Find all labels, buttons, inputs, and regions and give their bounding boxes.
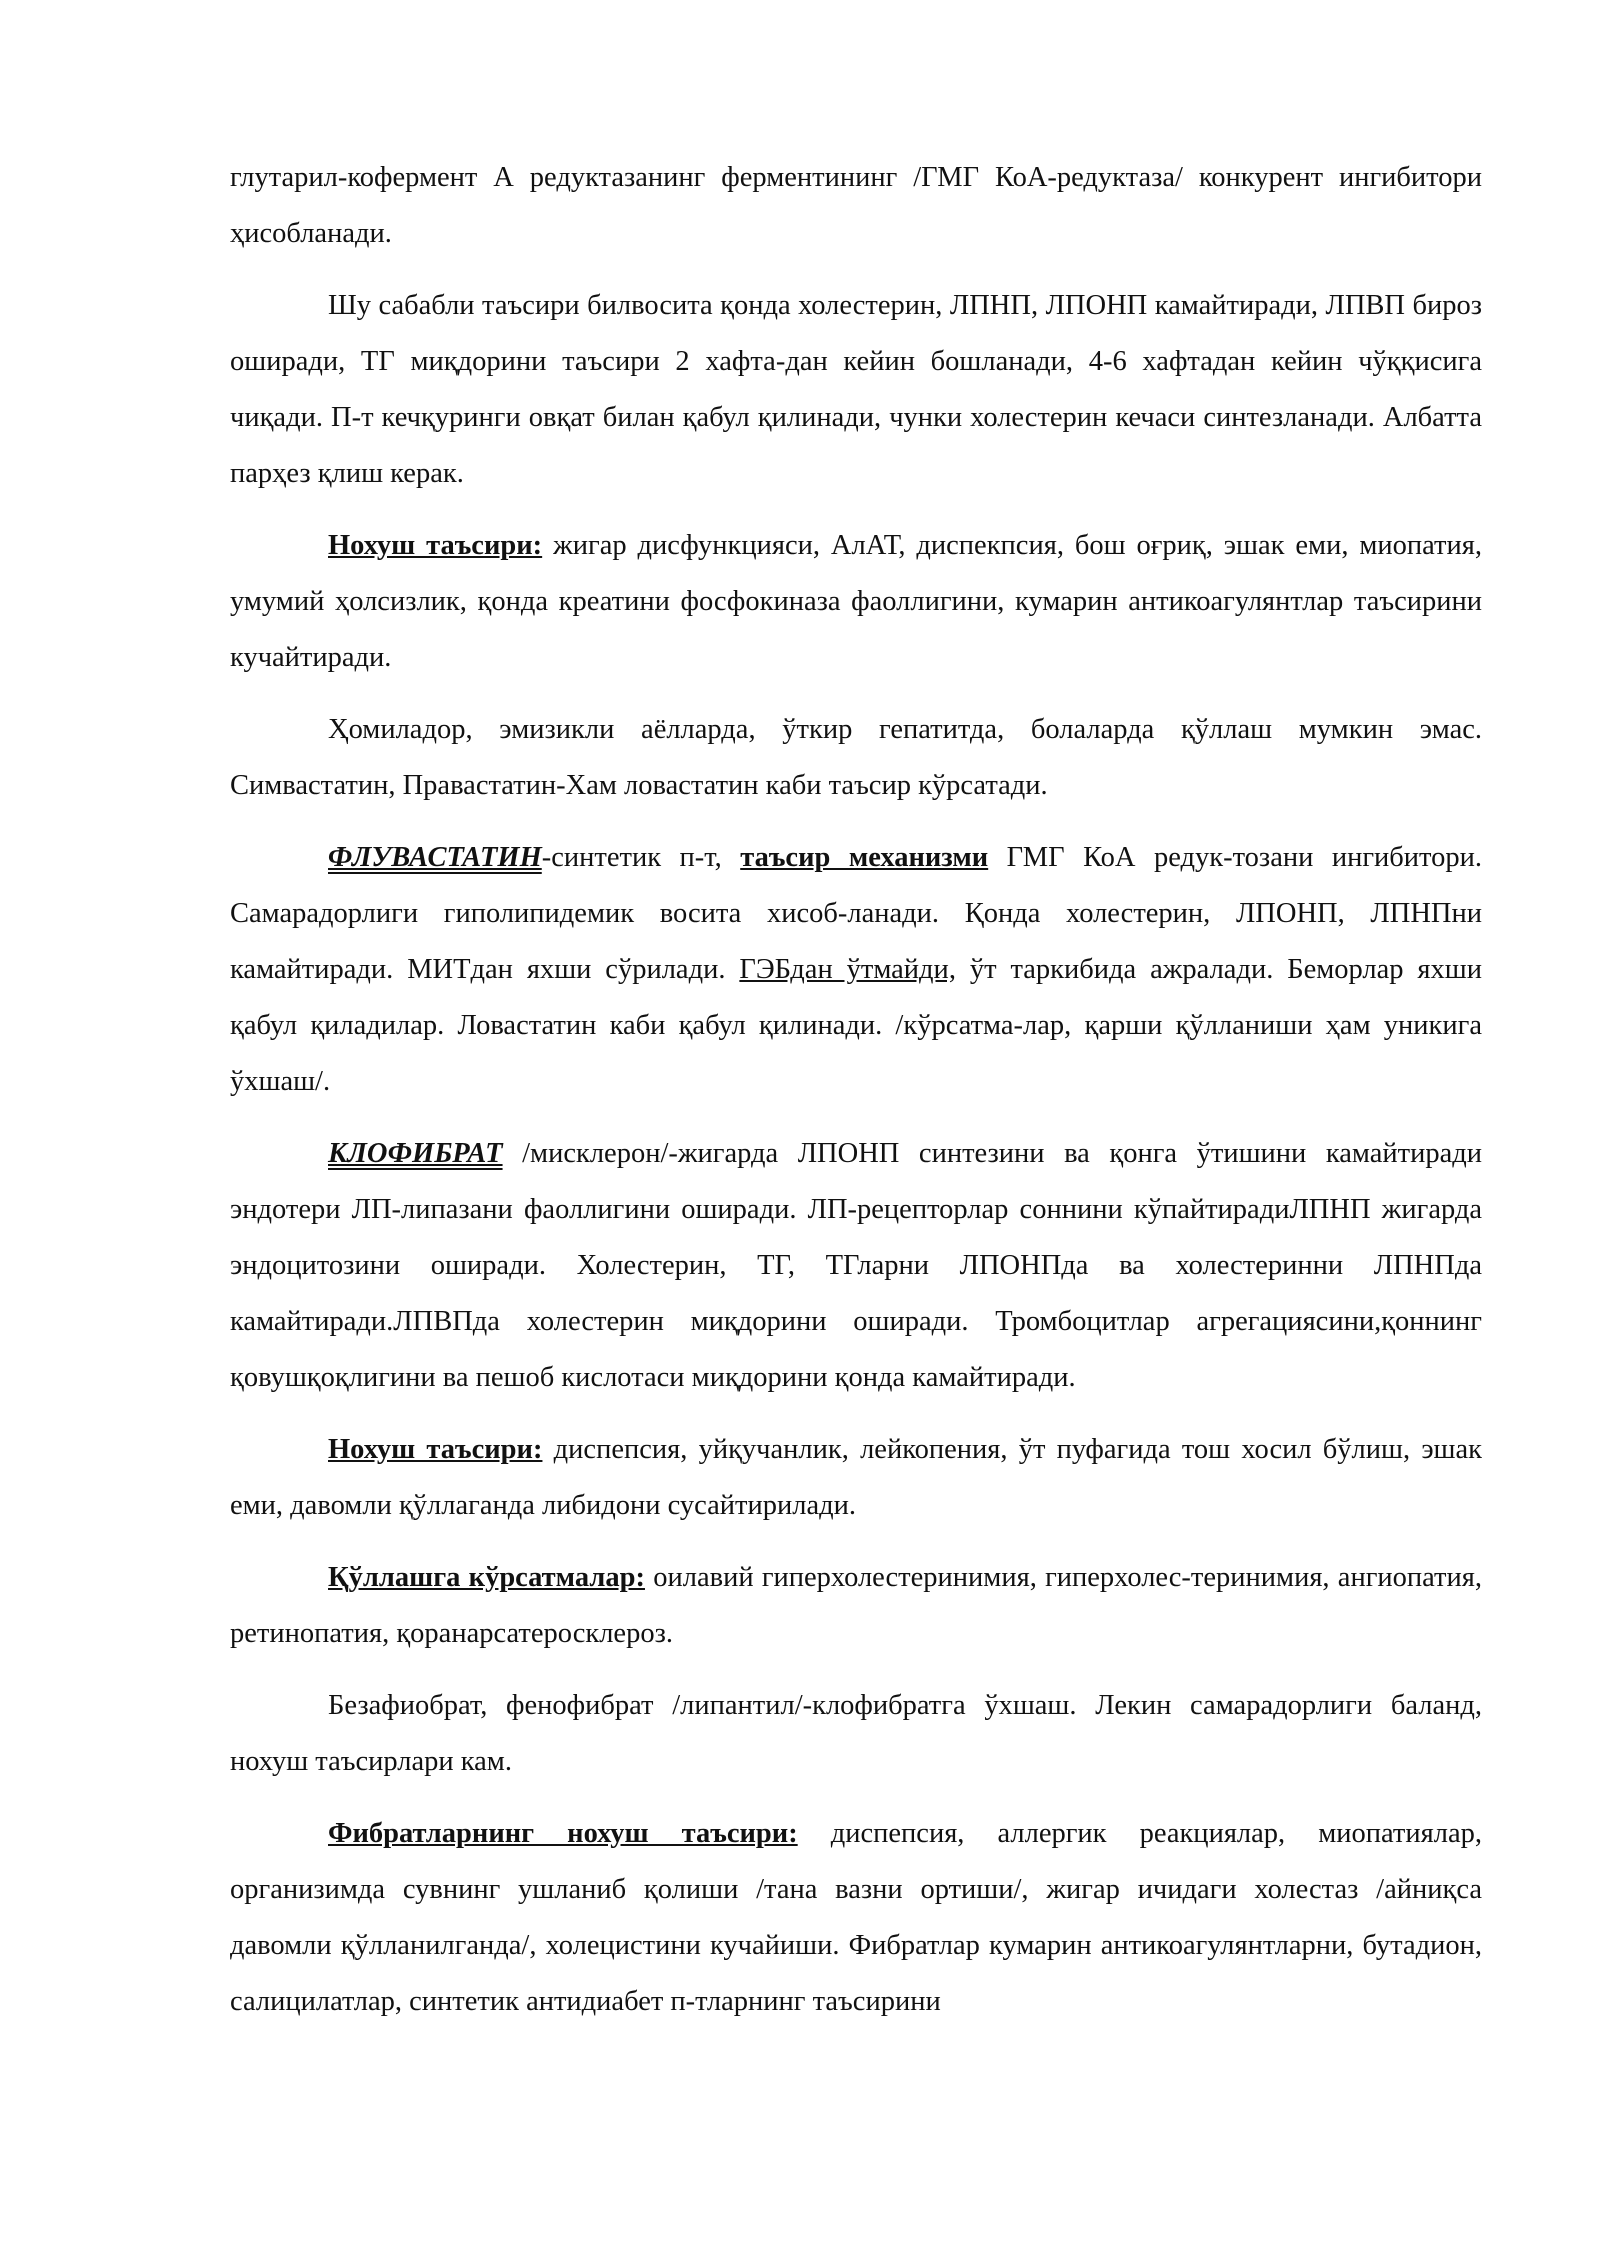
paragraph-text: Безафиобрат, фенофибрат /липантил/-клофибратга ўхшаш. Лекин самарадорлиги баланд, нохуш таъсирлари кам. [230,1690,1482,1777]
paragraph-text: жигар дисфункцияси, АлАТ, диспекпсия, бош оғриқ, эшак еми, миопатия, умумий ҳолсизлик, қонда креатини фосфокиназа фаоллигини, кумарин антикоагулянтлар таъсирини кучайтиради. [230,530,1482,673]
paragraph-3 [230,518,1482,686]
paragraph-5 [230,830,1482,1110]
paragraph-text: ГМГ КоА редук-тозани ингибитори. Самарадорлиги гиполипидемик восита хисоб-ланади. Қонда холестерин, ЛПОНП, ЛПНПни камайтиради. МИТдан яхши сўрилади. [230,842,1482,985]
paragraph-6 [230,1126,1482,1406]
paragraph-text: Ҳомиладор, эмизикли аёлларда, ўткир гепатитда, болаларда қўллаш мумкин эмас. Симвастатин, Правастатин-Хам ловастатин каби таъсир кўрсатади. [230,714,1482,801]
paragraph-text: диспепсия, аллергик реакциялар, миопатиялар, организимда сувнинг ушланиб қолиши /тана вазни ортиши/, жигар ичидаги холестаз /айниқса давомли қўлланилганда/, холецистини кучайиши. Фибратлар кумарин антикоагулянтларни, бутадион, салицилатлар, синтетик антидиабет п-тларнинг таъсирини [230,1818,1482,2017]
paragraph-text: -синтетик п-т, [541,842,741,873]
underlined-phrase: ГЭБдан ўтмайди, [739,954,956,985]
paragraph-10 [230,1806,1482,2030]
drug-name-fluvastatin: ФЛУВАСТАТИН [328,842,542,873]
paragraph-text: /мисклерон/-жигарда ЛПОНП синтезини ва қонга ўтишини камайтиради эндотери ЛП-липазани фаоллигини оширади. ЛП-рецепторлар соннини кўпайтирадиЛПНП жигарда эндоцитозини оширади. Холестерин, ТГ, ТГларни ЛПОНПда ва холестеринни ЛПНПда камайтиради.ЛПВПда холестерин миқдорини оширади. Тромбоцитлар агрегациясини,қоннинг қовушқоқлигини ва пешоб кислотаси миқдорини қонда камайтиради. [230,1138,1482,1393]
paragraph-7 [230,1422,1482,1534]
drug-name-clofibrate: КЛОФИБРАТ [328,1138,503,1169]
paragraph-1 [230,150,1482,262]
paragraph-8 [230,1550,1482,1662]
paragraph-text: глутарил-кофермент А редуктазанинг ферментининг /ГМГ КоА-редуктаза/ конкурент ингибитори ҳисобланади. [230,162,1482,249]
mechanism-heading: таъсир механизми [740,842,989,873]
paragraph-2 [230,278,1482,502]
fibrates-side-effects-heading: Фибратларнинг нохуш таъсири: [328,1818,798,1849]
paragraph-9 [230,1678,1482,1790]
paragraph-text: диспепсия, уйқучанлик, лейкопения, ўт пуфагида тош хосил бўлиш, эшак еми, давомли қўллаганда либидони сусайтирилади. [230,1434,1482,1521]
indications-heading: Қўллашга кўрсатмалар: [328,1562,645,1593]
paragraph-4 [230,702,1482,814]
paragraph-text: Шу сабабли таъсири билвосита қонда холестерин, ЛПНП, ЛПОНП камайтиради, ЛПВП бироз оширади, ТГ миқдорини таъсири 2 хафта-дан кейин бошланади, 4-6 хафтадан кейин чўққисига чиқади. П-т кечқуринги овқат билан қабул қилинади, чунки холестерин кечаси синтезланади. Албатта парҳез қлиш керак. [230,290,1482,489]
side-effects-heading: Нохуш таъсири: [328,1434,543,1465]
side-effects-heading: Нохуш таъсири: [328,530,543,561]
paragraph-text: оилавий гиперхолестеринимия, гиперхолес-теринимия, ангиопатия, ретинопатия, қоранарсатеросклероз. [230,1562,1482,1649]
document-body [230,150,1482,2046]
paragraph-text: ўт таркибида ажралади. Беморлар яхши қабул қиладилар. Ловастатин каби қабул қилинади. /кўрсатма-лар, қарши қўлланиши ҳам уникига ўхшаш/. [230,954,1482,1097]
